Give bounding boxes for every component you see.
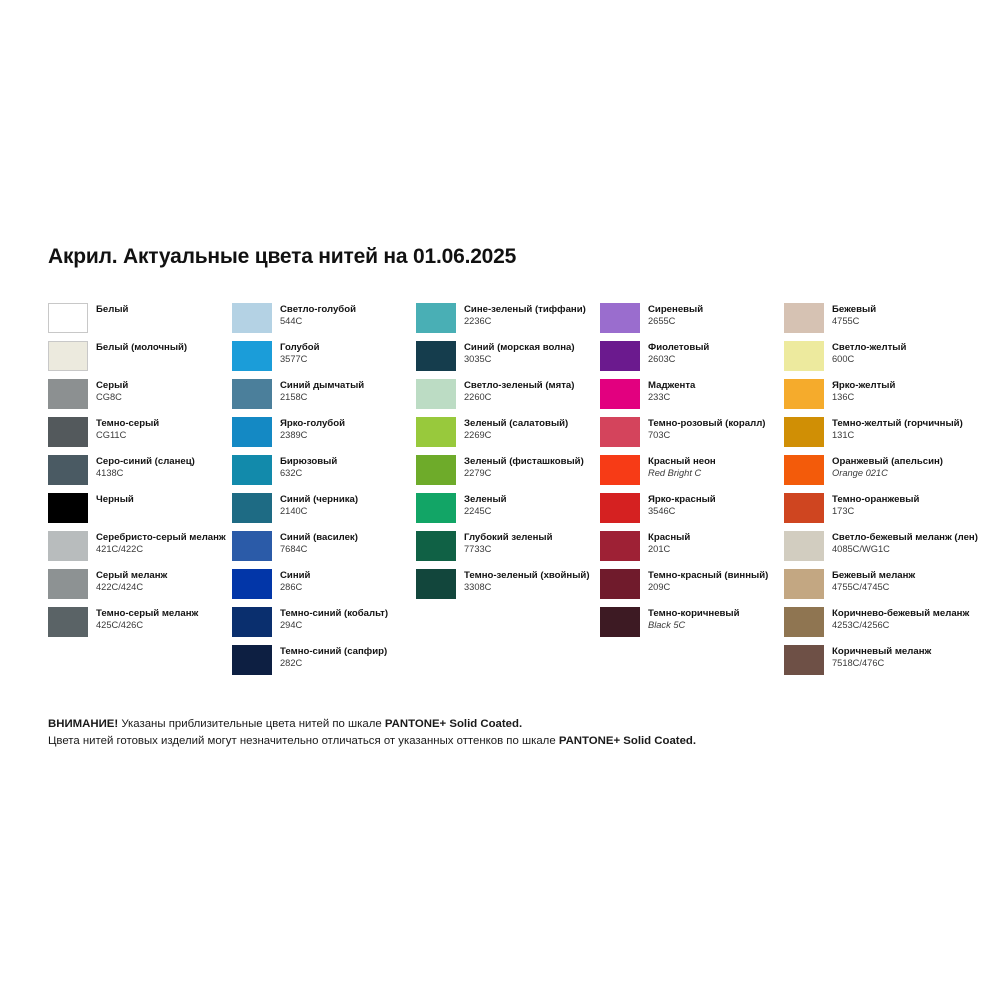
swatch-name: Ярко-желтый — [832, 380, 896, 391]
swatch-name: Темно-зеленый (хвойный) — [464, 570, 590, 581]
swatch-code: 2158C — [280, 392, 308, 402]
swatch-item — [784, 455, 968, 493]
swatch-name: Темно-серый меланж — [96, 608, 199, 619]
swatch-column-5 — [784, 303, 978, 683]
swatch-item — [416, 417, 600, 455]
swatch-item — [48, 341, 232, 379]
swatch-name: Маджента — [648, 380, 696, 391]
color-swatch — [48, 455, 88, 485]
color-swatch — [232, 531, 272, 561]
swatch-name: Зеленый (салатовый) — [464, 418, 569, 429]
swatch-column-2 — [232, 303, 416, 683]
swatch-name: Красный — [648, 532, 691, 543]
swatch-code: 233C — [648, 392, 671, 402]
color-swatch — [600, 341, 640, 371]
swatch-item — [416, 493, 600, 531]
color-swatch — [416, 341, 456, 371]
swatch-item — [784, 569, 968, 607]
swatch-name: Бежевый — [832, 304, 877, 315]
swatch-item — [232, 303, 416, 341]
swatch-column-4 — [600, 303, 784, 683]
swatch-name: Темно-серый — [96, 418, 160, 429]
swatch-item — [416, 341, 600, 379]
swatch-item — [232, 607, 416, 645]
color-swatch — [232, 341, 272, 371]
color-swatch — [416, 455, 456, 485]
swatch-item — [600, 493, 784, 531]
color-swatch — [600, 531, 640, 561]
color-swatch — [48, 379, 88, 409]
color-swatch — [784, 341, 824, 371]
disclaimer-text-1: Указаны приблизительные цвета нитей по шкале — [118, 718, 385, 730]
swatch-code: 286C — [280, 582, 303, 592]
swatch-code: Black 5C — [648, 620, 686, 630]
swatch-item — [600, 455, 784, 493]
swatch-name: Синий (черника) — [280, 494, 359, 505]
color-swatch — [48, 417, 88, 447]
swatch-name: Темно-синий (кобальт) — [280, 608, 389, 619]
color-swatch — [232, 493, 272, 523]
color-swatch — [784, 303, 824, 333]
color-swatch — [600, 493, 640, 523]
swatch-item — [232, 493, 416, 531]
color-swatch — [232, 417, 272, 447]
swatch-item — [600, 569, 784, 607]
disclaimer-line-1 — [48, 716, 948, 733]
swatch-code: 600C — [832, 354, 855, 364]
swatch-item — [600, 607, 784, 645]
swatch-name: Темно-розовый (коралл) — [648, 418, 766, 429]
color-swatch — [48, 531, 88, 561]
swatch-code: 2269C — [464, 430, 492, 440]
swatch-item — [232, 417, 416, 455]
swatch-name: Фиолетовый — [648, 342, 710, 353]
swatch-name: Темно-оранжевый — [832, 494, 920, 505]
swatch-name: Сиреневый — [648, 304, 704, 315]
color-swatch — [784, 607, 824, 637]
swatch-name: Белый (молочный) — [96, 342, 188, 353]
color-swatch-grid — [48, 303, 978, 683]
color-swatch — [232, 569, 272, 599]
swatch-item — [784, 379, 968, 417]
swatch-code: 3308C — [464, 582, 492, 592]
swatch-item — [232, 379, 416, 417]
swatch-item — [600, 303, 784, 341]
color-swatch — [600, 417, 640, 447]
swatch-item — [600, 531, 784, 569]
color-swatch — [784, 417, 824, 447]
color-swatch — [600, 455, 640, 485]
swatch-item — [48, 303, 232, 341]
swatch-item — [784, 645, 968, 683]
swatch-column-1 — [48, 303, 232, 683]
swatch-item — [48, 531, 232, 569]
color-swatch — [232, 303, 272, 333]
swatch-name: Бирюзовый — [280, 456, 338, 467]
swatch-code: 7684C — [280, 544, 308, 554]
swatch-item — [232, 569, 416, 607]
color-swatch — [600, 569, 640, 599]
swatch-name: Серый — [96, 380, 129, 391]
swatch-item — [48, 379, 232, 417]
swatch-name: Синий (василек) — [280, 532, 358, 543]
swatch-name: Зеленый (фисташковый) — [464, 456, 584, 467]
swatch-name: Ярко-голубой — [280, 418, 345, 429]
swatch-column-3 — [416, 303, 600, 683]
swatch-code: 3035C — [464, 354, 492, 364]
color-swatch — [784, 455, 824, 485]
swatch-item — [48, 607, 232, 645]
swatch-code: 136C — [832, 392, 855, 402]
swatch-code: 4253C/4256C — [832, 620, 890, 630]
swatch-code: 2389C — [280, 430, 308, 440]
swatch-name: Темно-красный (винный) — [648, 570, 769, 581]
color-swatch — [48, 607, 88, 637]
color-swatch — [416, 569, 456, 599]
swatch-code: CG8C — [96, 392, 122, 402]
swatch-item — [48, 455, 232, 493]
swatch-item — [416, 303, 600, 341]
swatch-code: 173C — [832, 506, 855, 516]
color-swatch — [232, 607, 272, 637]
swatch-name: Темно-синий (сапфир) — [280, 646, 388, 657]
swatch-code: 2245C — [464, 506, 492, 516]
swatch-name: Темно-коричневый — [648, 608, 740, 619]
swatch-code: 632C — [280, 468, 303, 478]
swatch-item — [416, 569, 600, 607]
swatch-code: 4755C — [832, 316, 860, 326]
swatch-item — [784, 493, 968, 531]
swatch-item — [600, 379, 784, 417]
swatch-item — [232, 645, 416, 683]
swatch-code: 7518C/476C — [832, 658, 885, 668]
swatch-name: Черный — [96, 494, 134, 505]
swatch-code: 422C/424C — [96, 582, 144, 592]
swatch-code: 425C/426C — [96, 620, 144, 630]
swatch-name: Светло-желтый — [832, 342, 907, 353]
swatch-name: Серебристо-серый меланж — [96, 532, 226, 543]
swatch-code: Red Bright C — [648, 468, 702, 478]
color-swatch — [416, 531, 456, 561]
color-swatch — [232, 645, 272, 675]
swatch-item — [784, 417, 968, 455]
swatch-item — [416, 531, 600, 569]
color-swatch — [416, 303, 456, 333]
swatch-item — [416, 379, 600, 417]
swatch-item — [416, 455, 600, 493]
swatch-code: 209C — [648, 582, 671, 592]
color-swatch — [784, 531, 824, 561]
swatch-name: Голубой — [280, 342, 320, 353]
swatch-name: Серо-синий (сланец) — [96, 456, 195, 467]
swatch-name: Синий — [280, 570, 311, 581]
swatch-item — [784, 531, 978, 569]
swatch-code: 4755C/4745C — [832, 582, 890, 592]
attention-label: ВНИМАНИЕ! — [48, 718, 119, 730]
disclaimer-text-2: Цвета нитей готовых изделий могут незначительно отличаться от указанных оттенков по шкале — [48, 735, 559, 747]
swatch-code: 7733C — [464, 544, 492, 554]
color-swatch — [48, 303, 88, 333]
swatch-item — [600, 417, 784, 455]
disclaimer-note — [48, 716, 948, 750]
swatch-item — [232, 531, 416, 569]
swatch-code: 2655C — [648, 316, 676, 326]
color-swatch — [784, 569, 824, 599]
swatch-name: Коричневый меланж — [832, 646, 932, 657]
disclaimer-line-2 — [48, 733, 948, 750]
swatch-name: Зеленый — [464, 494, 507, 505]
pantone-label-1: PANTONE+ Solid Coated. — [384, 718, 523, 730]
swatch-name: Светло-голубой — [280, 304, 356, 315]
swatch-name: Синий дымчатый — [280, 380, 365, 391]
swatch-name: Темно-желтый (горчичный) — [832, 418, 963, 429]
color-swatch — [48, 341, 88, 371]
swatch-code: CG11C — [96, 430, 127, 440]
pantone-label-2: PANTONE+ Solid Coated. — [558, 735, 697, 747]
swatch-name: Сине-зеленый (тиффани) — [464, 304, 586, 315]
swatch-code: 4085C/WG1C — [832, 544, 890, 554]
swatch-code: 4138C — [96, 468, 124, 478]
swatch-item — [232, 341, 416, 379]
swatch-name: Глубокий зеленый — [464, 532, 553, 543]
swatch-code: 2236C — [464, 316, 492, 326]
swatch-code: 544C — [280, 316, 303, 326]
swatch-item — [784, 607, 968, 645]
swatch-item — [784, 303, 968, 341]
swatch-code: 703C — [648, 430, 671, 440]
swatch-code: 294C — [280, 620, 303, 630]
swatch-name: Белый — [96, 304, 129, 315]
swatch-item — [48, 569, 232, 607]
color-swatch — [48, 493, 88, 523]
swatch-name: Светло-бежевый меланж (лен) — [832, 532, 978, 543]
swatch-code: 2279C — [464, 468, 492, 478]
swatch-item — [784, 341, 968, 379]
swatch-code: Orange 021C — [832, 468, 888, 478]
swatch-name: Синий (морская волна) — [464, 342, 575, 353]
color-swatch — [600, 379, 640, 409]
color-swatch — [600, 607, 640, 637]
swatch-code: 282C — [280, 658, 303, 668]
color-swatch — [416, 493, 456, 523]
swatch-item — [48, 493, 232, 531]
swatch-name: Красный неон — [648, 456, 716, 467]
swatch-name: Оранжевый (апельсин) — [832, 456, 943, 467]
swatch-name: Коричнево-бежевый меланж — [832, 608, 970, 619]
color-swatch — [784, 379, 824, 409]
color-swatch — [784, 493, 824, 523]
swatch-code: 3546C — [648, 506, 676, 516]
swatch-name: Ярко-красный — [648, 494, 716, 505]
swatch-item — [48, 417, 232, 455]
swatch-code: 2260C — [464, 392, 492, 402]
color-swatch — [232, 455, 272, 485]
swatch-name: Бежевый меланж — [832, 570, 916, 581]
color-swatch — [48, 569, 88, 599]
color-swatch — [232, 379, 272, 409]
color-swatch — [784, 645, 824, 675]
swatch-code: 2603C — [648, 354, 676, 364]
swatch-code: 131C — [832, 430, 855, 440]
swatch-code: 2140C — [280, 506, 308, 516]
color-swatch — [600, 303, 640, 333]
swatch-item — [600, 341, 784, 379]
swatch-code: 201C — [648, 544, 671, 554]
swatch-item — [232, 455, 416, 493]
swatch-name: Серый меланж — [96, 570, 168, 581]
swatch-name: Светло-зеленый (мята) — [464, 380, 575, 391]
color-swatch — [416, 379, 456, 409]
page-title: Акрил. Актуальные цвета нитей на 01.06.2025 — [48, 245, 517, 268]
swatch-code: 421C/422C — [96, 544, 144, 554]
swatch-code: 3577C — [280, 354, 308, 364]
color-swatch — [416, 417, 456, 447]
